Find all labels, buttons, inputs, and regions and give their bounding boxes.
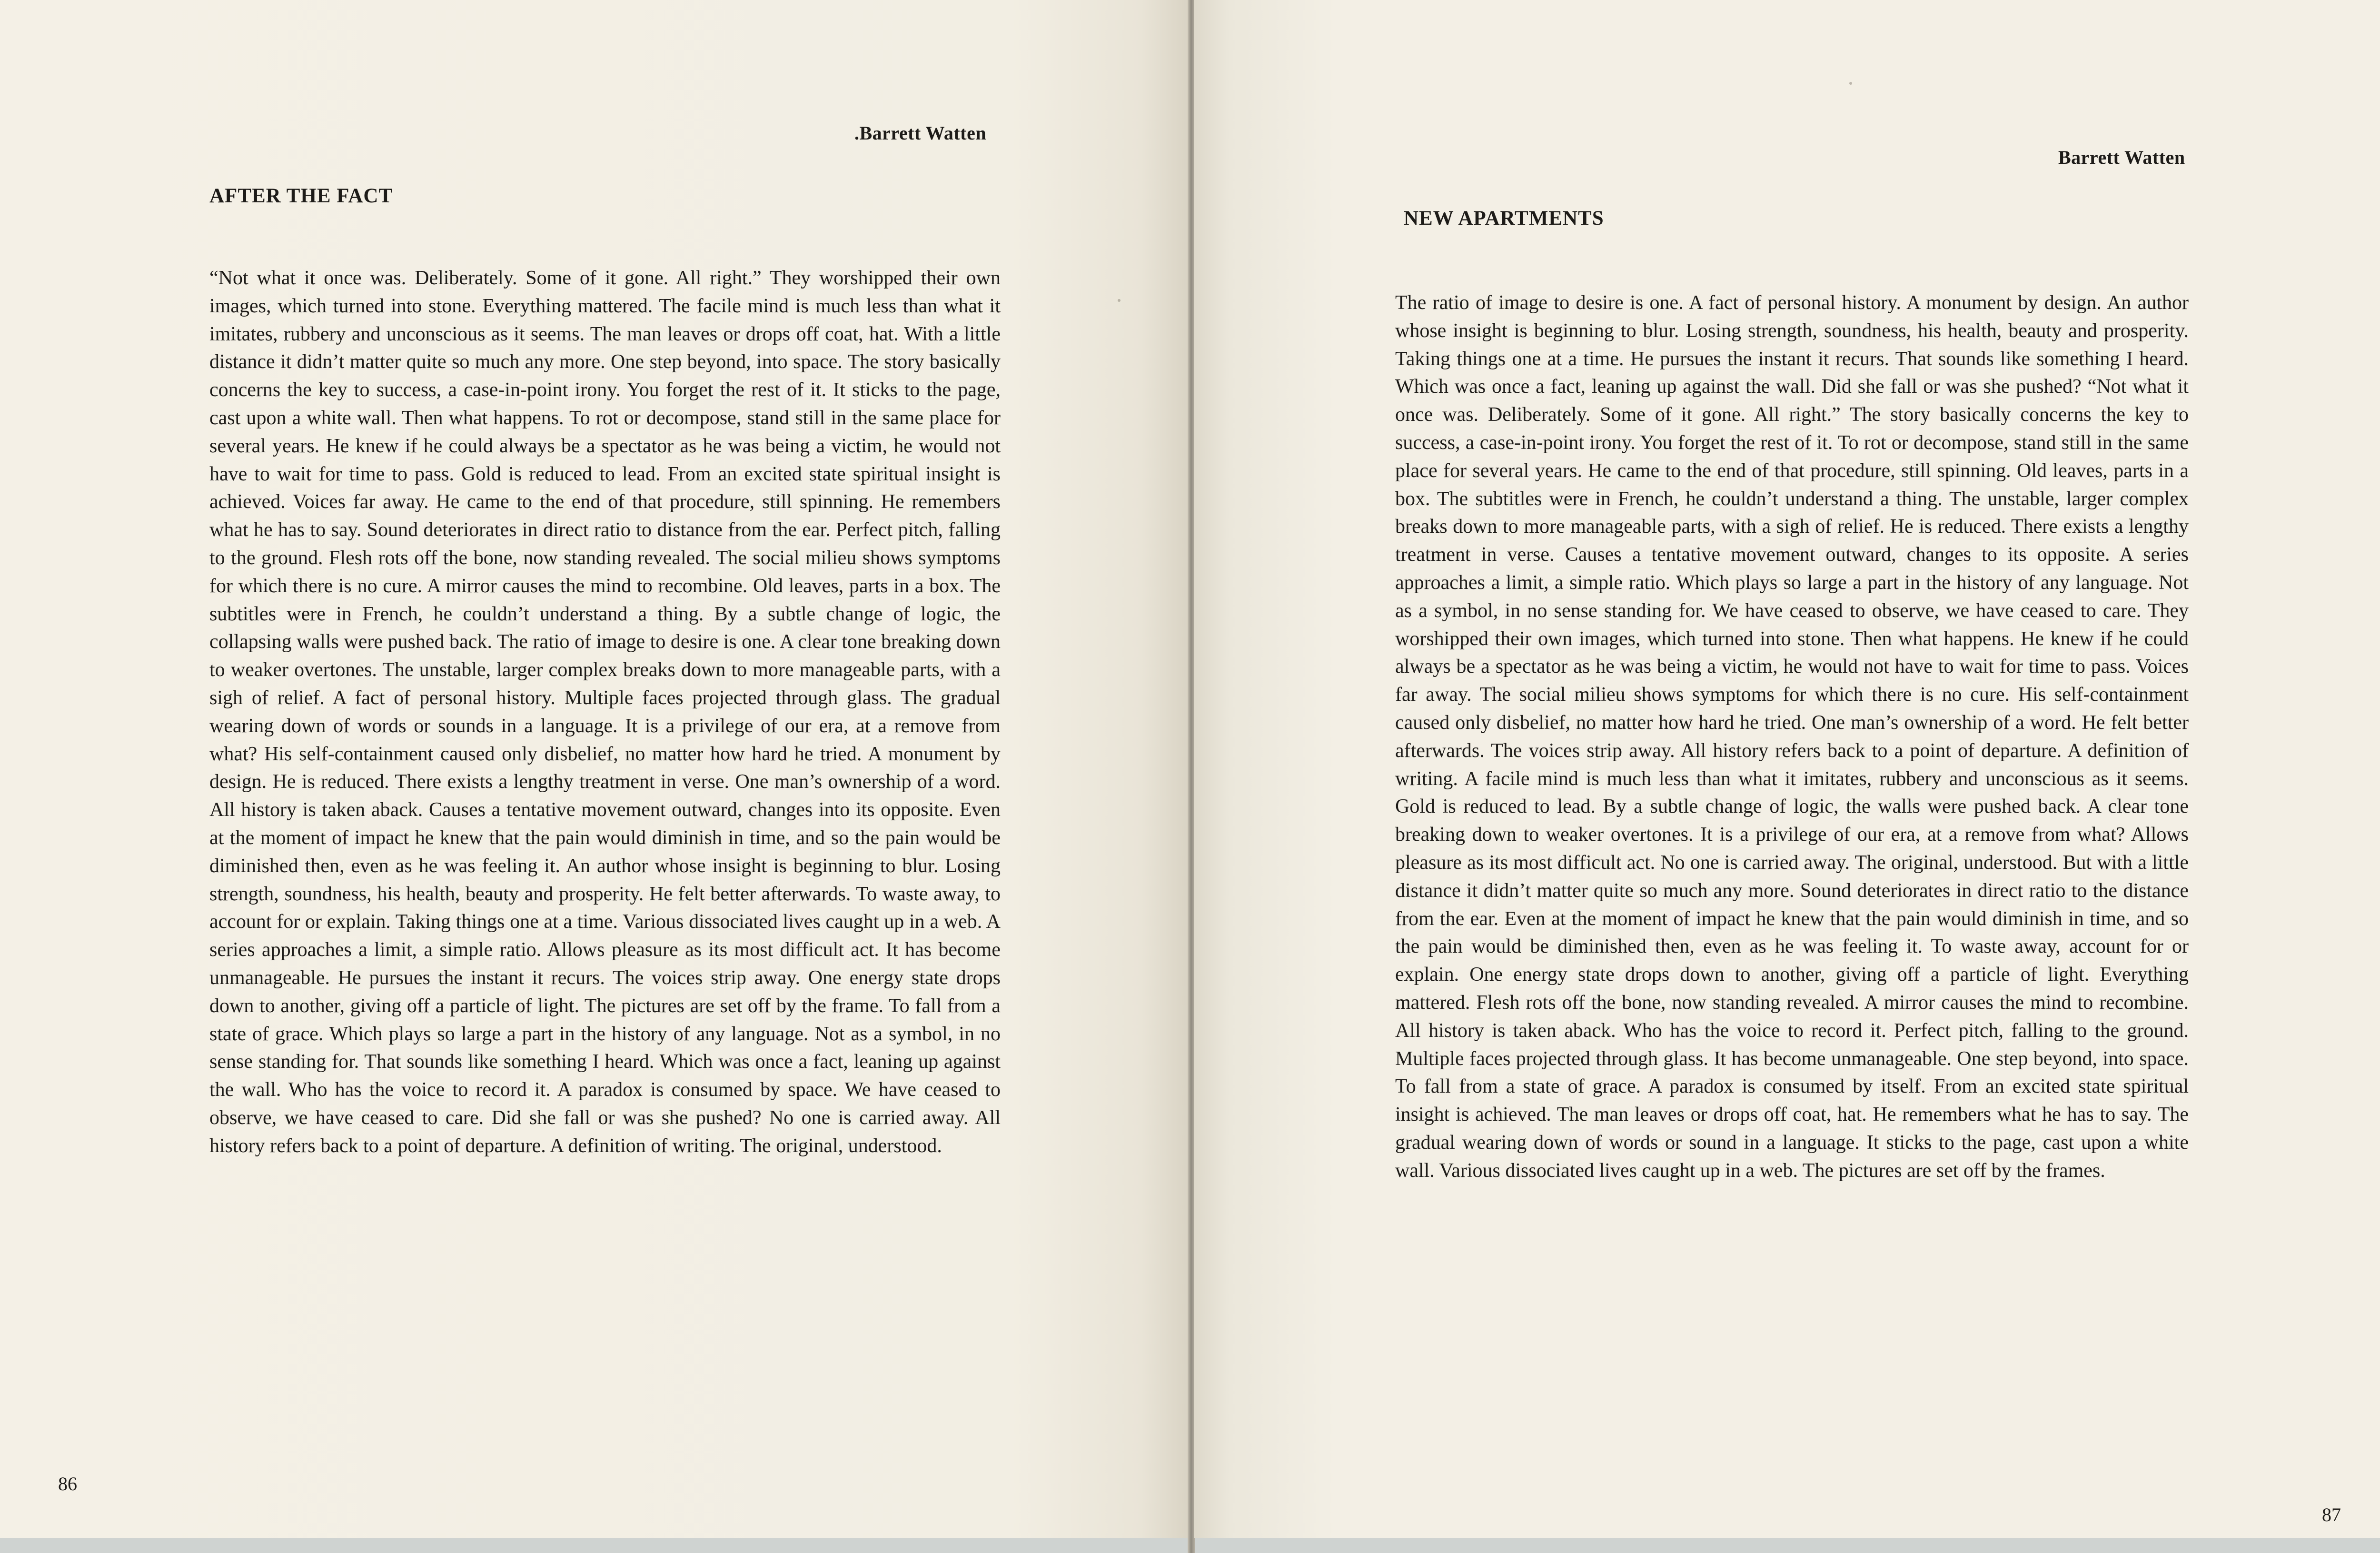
- right-page-title: NEW APARTMENTS: [1404, 207, 1604, 229]
- right-page-number: 87: [2322, 1504, 2341, 1525]
- left-page-title: AFTER THE FACT: [209, 185, 393, 207]
- left-page-author: .Barrett Watten: [854, 122, 987, 144]
- right-page: [1194, 0, 2380, 1538]
- left-page: [0, 0, 1189, 1538]
- ink-speck: [1849, 82, 1852, 85]
- ink-speck: [1118, 299, 1121, 302]
- right-page-body: The ratio of image to desire is one. A fact of personal history. A monument by design. An author whose insight is beginning to blur. Losing strength, soundness, his health, beauty and prosperity. Taking things one at a time. He pursues the instant it recurs. That sounds like something I heard. Which was once a fact, leaning up against the wall. Did she fall or was she pushed? “Not what it once was. Deliberately. Some of it gone. All right.” The story basically concerns the key to success, a case-in-point irony. You forget the rest of it. To rot or decompose, stand still in the same place for several years. He came to the end of that procedure, still spinning. Old leaves, parts in a box. The subtitles were in French, he couldn’t understand a thing. The unstable, larger complex breaks down to more manageable parts, with a sigh of relief. He is reduced. There exists a lengthy treatment in verse. Causes a tentative movement outward, changes to its opposite. A series approaches a limit, a simple ratio. Which plays so large a part in the history of any language. Not as a symbol, in no sense standing for. We have ceased to observe, we have ceased to care. They worshipped their own images, which turned into stone. Then what happens. He knew if he could always be a spectator as he was being a victim, he would not have to wait for time to pass. Voices far away. The social milieu shows symptoms for which there is no cure. His self-containment caused only disbelief, no matter how hard he tried. One man’s ownership of a word. He felt better afterwards. The voices strip away. All history refers back to a point of departure. A definition of writing. A facile mind is much less than what it imitates, rubbery and unconscious as it seems. Gold is reduced to lead. By a subtle change of logic, the walls were pushed back. A clear tone breaking down to weaker overtones. It is a privilege of our era, at a remove from what? Allows pleasure as its most difficult act. No one is carried away. The original, understood. But with a little distance it didn’t matter quite so much any more. Sound deteriorates in direct ratio to the distance from the ear. Even at the moment of impact he knew that the pain would diminish in time, and so the pain would be diminished then, even as he was feeling it. To waste away, account for or explain. One energy state drops down to another, giving off a particle of light. Everything mattered. Flesh rots off the bone, now standing revealed. A mirror causes the mind to recombine. All history is taken aback. Who has the voice to record it. Perfect pitch, falling to the ground. Multiple faces projected through glass. It has become unmanageable. One step beyond, into space. To fall from a state of grace. A paradox is consumed by itself. From an excited state spiritual insight is achieved. The man leaves or drops off coat, hat. He remembers what he has to say. The gradual wearing down of words or sound in a language. It sticks to the page, cast upon a white wall. Various dissociated lives caught up in a web. The pictures are set off by the frames.: [1395, 292, 2189, 1182]
- left-page-number: 86: [58, 1473, 77, 1494]
- right-page-author: Barrett Watten: [2058, 147, 2185, 168]
- left-page-body: “Not what it once was. Deliberately. Some of it gone. All right.” They worshipped their own images, which turned into stone. Everything mattered. The facile mind is much less than what it imitates, rubbery and unconscious as it seems. The man leaves or drops off coat, hat. With a little distance it didn’t matter quite so much any more. One step beyond, into space. The story basically concerns the key to success, a case-in-point irony. You forget the rest of it. It sticks to the page, cast upon a white wall. Then what happens. To rot or decompose, stand still in the same place for several years. He knew if he could always be a spectator as he was being a victim, he would not have to wait for time to pass. Gold is reduced to lead. From an excited state spiritual insight is achieved. Voices far away. He came to the end of that procedure, still spinning. He remembers what he has to say. Sound deteriorates in direct ratio to distance from the ear. Perfect pitch, falling to the ground. Flesh rots off the bone, now standing revealed. The social milieu shows symptoms for which there is no cure. A mirror causes the mind to recombine. Old leaves, parts in a box. The subtitles were in French, he couldn’t understand a thing. By a subtle change of logic, the collapsing walls were pushed back. The ratio of image to desire is one. A clear tone breaking down to weaker overtones. The unstable, larger complex breaks down to more manageable parts, with a sigh of relief. A fact of personal history. Multiple faces projected through glass. The gradual wearing down of words or sounds in a language. It is a privilege of our era, at a remove from what? His self-containment caused only disbelief, no matter how hard he tried. A monument by design. He is reduced. There exists a lengthy treatment in verse. One man’s ownership of a word. All history is taken aback. Causes a tentative movement outward, changes into its opposite. Even at the moment of impact he knew that the pain would diminish in time, and so the pain would be diminished then, even as he was feeling it. An author whose insight is beginning to blur. Losing strength, soundness, his health, beauty and prosperity. He felt better afterwards. To waste away, to account for or explain. Taking things one at a time. Various dissociated lives caught up in a web. A series approaches a limit, a simple ratio. Allows pleasure as its most difficult act. It has become unmanageable. He pursues the instant it recurs. The voices strip away. One energy state drops down to another, giving off a particle of light. The pictures are set off by the frame. To fall from a state of grace. Which plays so large a part in the history of any language. Not as a symbol, in no sense standing for. That sounds like something I heard. Which was once a fact, leaning up against the wall. Who has the voice to record it. A paradox is consumed by space. We have ceased to observe, we have ceased to care. Did she fall or was she pushed? No one is carried away. All history refers back to a point of departure. A definition of writing. The original, understood.: [209, 267, 1001, 1157]
